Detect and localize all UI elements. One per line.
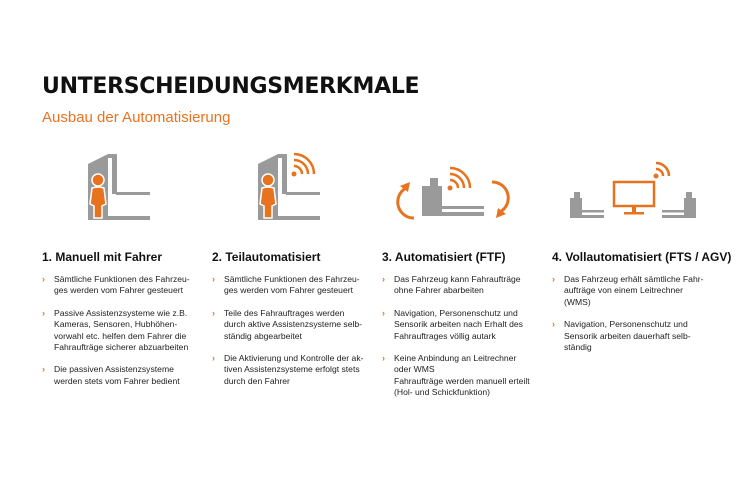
column-automated-ftf: [382, 250, 542, 410]
list-item: › Passive Assistenzsysteme wie z.B. Kameras, Sensoren, Hubhöhen- vorwahl etc. helfen dem Fahrer die Fahraufträge sicherer abzuarbeiten: [42, 307, 189, 353]
forklift-with-driver-icon: [78, 148, 158, 228]
list-item: › Das Fahrzeug erhält sämtliche Fahr- aufträge von einem Leitrechner (WMS): [552, 274, 704, 307]
list-item: › Teile des Fahrauftrages werden durch aktive Assistenzsysteme selb- ständig abgearbeitet: [212, 307, 363, 341]
chevron-right-icon: ›: [212, 307, 215, 318]
list-item: › Das Fahrzeug kann Fahraufträge ohne Fahrer abarbeiten: [382, 274, 521, 296]
forklift-with-driver-wireless-icon: [248, 148, 338, 228]
chevron-right-icon: ›: [42, 364, 45, 375]
column-heading: 3. Automatisiert (FTF): [382, 250, 506, 264]
autonomous-vehicle-icon: [388, 162, 518, 232]
list-item: › Keine Anbindung an Leitrechner oder WMS Fahraufträge werden manuell erteilt (Hol- und Schickfunktion): [382, 353, 530, 398]
chevron-right-icon: ›: [212, 274, 215, 284]
column-partial-automation: [212, 250, 372, 398]
list-item: › Sämtliche Funktionen des Fahrzeu- ges werden vom Fahrer gesteuert: [212, 274, 360, 296]
column-fully-automated-fts: [552, 250, 732, 364]
chevron-right-icon: ›: [42, 274, 45, 284]
chevron-right-icon: ›: [382, 307, 385, 318]
chevron-right-icon: ›: [382, 274, 385, 284]
list-item: › Sämtliche Funktionen des Fahrzeu- ges werden vom Fahrer gesteuert: [42, 274, 190, 296]
chevron-right-icon: ›: [552, 319, 555, 330]
list-item: › Navigation, Personenschutz und Sensorik arbeiten dauerhaft selb- ständig: [552, 319, 691, 353]
fleet-with-control-computer-icon: [564, 158, 704, 228]
column-heading: 1. Manuell mit Fahrer: [42, 250, 163, 264]
chevron-right-icon: ›: [382, 353, 385, 364]
chevron-right-icon: ›: [42, 307, 45, 318]
page-title: UNTERSCHEIDUNGSMERKMALE: [42, 74, 420, 99]
page-subtitle: Ausbau der Automatisierung: [42, 109, 231, 126]
chevron-right-icon: ›: [552, 274, 555, 284]
column-manual: [42, 250, 202, 398]
list-item: › Die passiven Assistenzsysteme werden stets vom Fahrer bedient: [42, 364, 180, 386]
list-item: › Navigation, Personenschutz und Sensorik arbeiten nach Erhalt des Fahrauftrages völlig autark: [382, 307, 523, 341]
chevron-right-icon: ›: [212, 353, 215, 364]
column-heading: 4. Vollautomatisiert (FTS / AGV): [552, 250, 732, 264]
list-item: › Die Aktivierung und Kontrolle der ak- tiven Assistenzsysteme erfolgt stets durch den Fahrer: [212, 353, 364, 386]
column-heading: 2. Teilautomatisiert: [212, 250, 321, 264]
